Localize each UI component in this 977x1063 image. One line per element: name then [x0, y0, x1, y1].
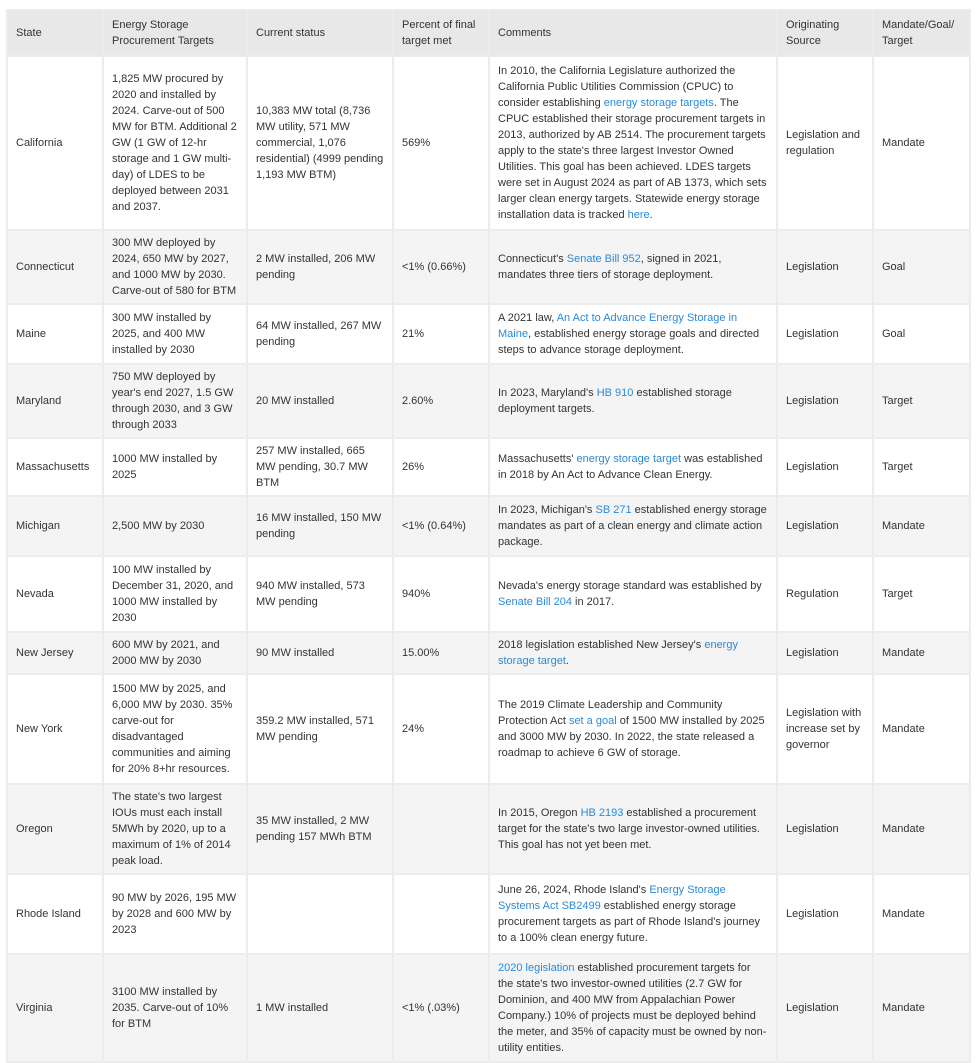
comment-text: A 2021 law,: [498, 312, 557, 324]
cell-targets: 90 MW by 2026, 195 MW by 2028 and 600 MW by 2023: [104, 875, 246, 953]
cell-source: Regulation: [778, 557, 872, 631]
cell-type: Mandate: [874, 785, 969, 873]
cell-comments: [490, 785, 776, 873]
cell-percent: 15.00%: [394, 633, 488, 673]
cell-percent: 21%: [394, 305, 488, 363]
table-row: [8, 633, 969, 673]
cell-source: Legislation: [778, 231, 872, 303]
cell-targets: 3100 MW installed by 2035. Carve-out of 10% for BTM: [104, 955, 246, 1061]
cell-state: Michigan: [8, 497, 102, 555]
comment-text: .: [649, 209, 653, 221]
comment-text: established procurement targets for the state's two investor-owned utilities (2.7 GW for Dominion, and 400 MW from Appalachian Power Company.) 10% of projects must be deployed behind the meter, and 35% of capacity must be owned by non-utility entities.: [498, 962, 767, 1054]
cell-state: Rhode Island: [8, 875, 102, 953]
header-percent: Percent of final target met: [394, 11, 488, 55]
comment-link[interactable]: SB 271: [595, 504, 632, 516]
cell-targets: 1500 MW by 2025, and 6,000 MW by 2030. 35% carve-out for disadvantaged communities and aiming for 20% 8+hr resources.: [104, 675, 246, 783]
comment-link[interactable]: HB 910: [596, 387, 634, 399]
cell-percent: 569%: [394, 57, 488, 229]
cell-status: [248, 875, 392, 953]
comment-text: In 2015, Oregon: [498, 807, 581, 819]
comment-link[interactable]: energy storage target: [498, 639, 738, 667]
cell-source: Legislation: [778, 955, 872, 1061]
cell-percent: <1% (.03%): [394, 955, 488, 1061]
cell-comments: [490, 439, 776, 495]
cell-status: 940 MW installed, 573 MW pending: [248, 557, 392, 631]
cell-percent: 24%: [394, 675, 488, 783]
comment-text: .: [565, 655, 569, 667]
comment-text: established energy storage mandates as part of a clean energy and climate action package.: [498, 504, 767, 548]
comment-text: , signed in 2021, mandates three tiers of storage deployment.: [498, 253, 722, 281]
cell-state: Connecticut: [8, 231, 102, 303]
header-comments: Comments: [490, 11, 776, 55]
cell-source: Legislation: [778, 633, 872, 673]
cell-percent: 2.60%: [394, 365, 488, 437]
cell-status: 16 MW installed, 150 MW pending: [248, 497, 392, 555]
comment-link[interactable]: HB 2193: [580, 807, 624, 819]
comment-link[interactable]: 2020 legislation: [498, 962, 575, 974]
cell-comments: [490, 305, 776, 363]
table-row: [8, 955, 969, 1061]
cell-targets: 2,500 MW by 2030: [104, 497, 246, 555]
cell-percent: [394, 875, 488, 953]
comment-text: In 2023, Michigan's: [498, 504, 596, 516]
cell-comments: [490, 57, 776, 229]
comment-text: established a procurement target for the state's two large investor-owned utilities. This goal has not yet been met.: [498, 807, 760, 851]
comment-text: was established in 2018 by An Act to Advance Clean Energy.: [498, 453, 763, 481]
cell-state: Nevada: [8, 557, 102, 631]
cell-status: 257 MW installed, 665 MW pending, 30.7 MW BTM: [248, 439, 392, 495]
comment-link[interactable]: Energy Storage Systems Act SB2499: [498, 884, 726, 912]
cell-status: 20 MW installed: [248, 365, 392, 437]
comment-text: of 1500 MW installed by 2025 and 3000 MW by 2030. In 2022, the state released a roadmap to achieve 6 GW of storage.: [498, 715, 765, 759]
table-row: [8, 305, 969, 363]
cell-percent: [394, 785, 488, 873]
cell-state: Maryland: [8, 365, 102, 437]
table-row: [8, 57, 969, 229]
table-row: [8, 785, 969, 873]
cell-targets: 750 MW deployed by year's end 2027, 1.5 GW through 2030, and 3 GW through 2033: [104, 365, 246, 437]
cell-source: Legislation: [778, 439, 872, 495]
energy-storage-targets-table: [6, 9, 971, 1063]
cell-status: 35 MW installed, 2 MW pending 157 MWh BTM: [248, 785, 392, 873]
cell-status: 2 MW installed, 206 MW pending: [248, 231, 392, 303]
cell-comments: [490, 633, 776, 673]
cell-state: Virginia: [8, 955, 102, 1061]
header-type: Mandate/Goal/ Target: [874, 11, 969, 55]
cell-state: New York: [8, 675, 102, 783]
cell-type: Mandate: [874, 57, 969, 229]
cell-percent: <1% (0.64%): [394, 497, 488, 555]
cell-type: Mandate: [874, 675, 969, 783]
table-row: [8, 675, 969, 783]
cell-source: Legislation with increase set by governor: [778, 675, 872, 783]
cell-comments: [490, 675, 776, 783]
comment-text: 2018 legislation established New Jersey's: [498, 639, 705, 651]
cell-type: Mandate: [874, 497, 969, 555]
cell-comments: [490, 231, 776, 303]
cell-state: Maine: [8, 305, 102, 363]
cell-targets: 300 MW deployed by 2024, 650 MW by 2027, and 1000 MW by 2030. Carve-out of 580 for BTM: [104, 231, 246, 303]
comment-text: established energy storage procurement targets as part of Rhode Island's journey to a 100% clean energy future.: [498, 900, 760, 944]
header-state: State: [8, 11, 102, 55]
cell-targets: 600 MW by 2021, and 2000 MW by 2030: [104, 633, 246, 673]
table-body: [8, 57, 969, 1061]
table-row: [8, 497, 969, 555]
cell-targets: 100 MW installed by December 31, 2020, and 1000 MW installed by 2030: [104, 557, 246, 631]
header-status: Current status: [248, 11, 392, 55]
comment-link[interactable]: energy storage targets: [603, 97, 714, 109]
table-header: [8, 11, 969, 55]
cell-type: Mandate: [874, 875, 969, 953]
cell-type: Mandate: [874, 955, 969, 1061]
cell-type: Target: [874, 439, 969, 495]
cell-percent: 26%: [394, 439, 488, 495]
comment-text: . The CPUC established their storage procurement targets in 2013, authorized by AB 2514. The procurement targets apply to the state's three largest Investor Owned Utilities. This goal has been achieved. LDES targets were set in August 2024 as part of AB 1373, which sets larger clean energy targets. Statewide energy storage installation data is tracked: [498, 97, 767, 221]
comment-text: In 2023, Maryland's: [498, 387, 597, 399]
cell-source: Legislation: [778, 497, 872, 555]
cell-state: Massachusetts: [8, 439, 102, 495]
cell-targets: The state's two largest IOUs must each install 5MWh by 2020, up to a maximum of 1% of 2014 peak load.: [104, 785, 246, 873]
page-container: [6, 9, 971, 1063]
cell-status: 1 MW installed: [248, 955, 392, 1061]
comment-link[interactable]: energy storage target: [576, 453, 682, 465]
comment-text: Nevada's energy storage standard was established by: [498, 580, 762, 592]
comment-link[interactable]: Senate Bill 952: [566, 253, 641, 265]
cell-state: Oregon: [8, 785, 102, 873]
cell-state: New Jersey: [8, 633, 102, 673]
table-row: [8, 365, 969, 437]
header-targets: Energy Storage Procurement Targets: [104, 11, 246, 55]
cell-status: 10,383 MW total (8,736 MW utility, 571 MW commercial, 1,076 residential) (4999 pending 1,193 MW BTM): [248, 57, 392, 229]
cell-status: 359.2 MW installed, 571 MW pending: [248, 675, 392, 783]
cell-source: Legislation: [778, 785, 872, 873]
cell-source: Legislation: [778, 875, 872, 953]
comment-text: In 2010, the California Legislature authorized the California Public Utilities Commission (CPUC) to consider establishing: [498, 65, 736, 109]
cell-targets: 300 MW installed by 2025, and 400 MW installed by 2030: [104, 305, 246, 363]
cell-percent: <1% (0.66%): [394, 231, 488, 303]
cell-comments: [490, 497, 776, 555]
cell-type: Target: [874, 365, 969, 437]
cell-status: 64 MW installed, 267 MW pending: [248, 305, 392, 363]
cell-percent: 940%: [394, 557, 488, 631]
cell-comments: [490, 955, 776, 1061]
cell-targets: 1000 MW installed by 2025: [104, 439, 246, 495]
cell-type: Target: [874, 557, 969, 631]
cell-targets: 1,825 MW procured by 2020 and installed by 2024. Carve-out of 500 MW for BTM. Additional 2 GW (1 GW of 12-hr storage and 1 GW multi-day) of LDES to be deployed between 2031 and 2037.: [104, 57, 246, 229]
comment-text: established storage deployment targets.: [498, 387, 732, 415]
comment-text: , established energy storage goals and directed steps to advance storage deployment.: [498, 328, 760, 356]
cell-type: Goal: [874, 231, 969, 303]
cell-comments: [490, 557, 776, 631]
comment-link[interactable]: here: [627, 209, 650, 221]
cell-source: Legislation and regulation: [778, 57, 872, 229]
cell-type: Goal: [874, 305, 969, 363]
comment-link[interactable]: set a goal: [568, 715, 617, 727]
comment-text: Connecticut's: [498, 253, 567, 265]
table-row: [8, 875, 969, 953]
comment-text: The 2019 Climate Leadership and Community Protection Act: [498, 699, 723, 727]
table-row: [8, 231, 969, 303]
cell-comments: [490, 875, 776, 953]
comment-text: in 2017.: [572, 596, 615, 608]
cell-source: Legislation: [778, 365, 872, 437]
header-source: Originating Source: [778, 11, 872, 55]
cell-status: 90 MW installed: [248, 633, 392, 673]
comment-text: Massachusetts': [498, 453, 577, 465]
comment-link[interactable]: Senate Bill 204: [498, 596, 572, 608]
cell-state: California: [8, 57, 102, 229]
header-row: [8, 11, 969, 55]
table-row: [8, 439, 969, 495]
comment-link[interactable]: An Act to Advance Energy Storage in Maine: [498, 312, 738, 340]
table-row: [8, 557, 969, 631]
cell-source: Legislation: [778, 305, 872, 363]
comment-text: June 26, 2024, Rhode Island's: [498, 884, 650, 896]
cell-type: Mandate: [874, 633, 969, 673]
cell-comments: [490, 365, 776, 437]
